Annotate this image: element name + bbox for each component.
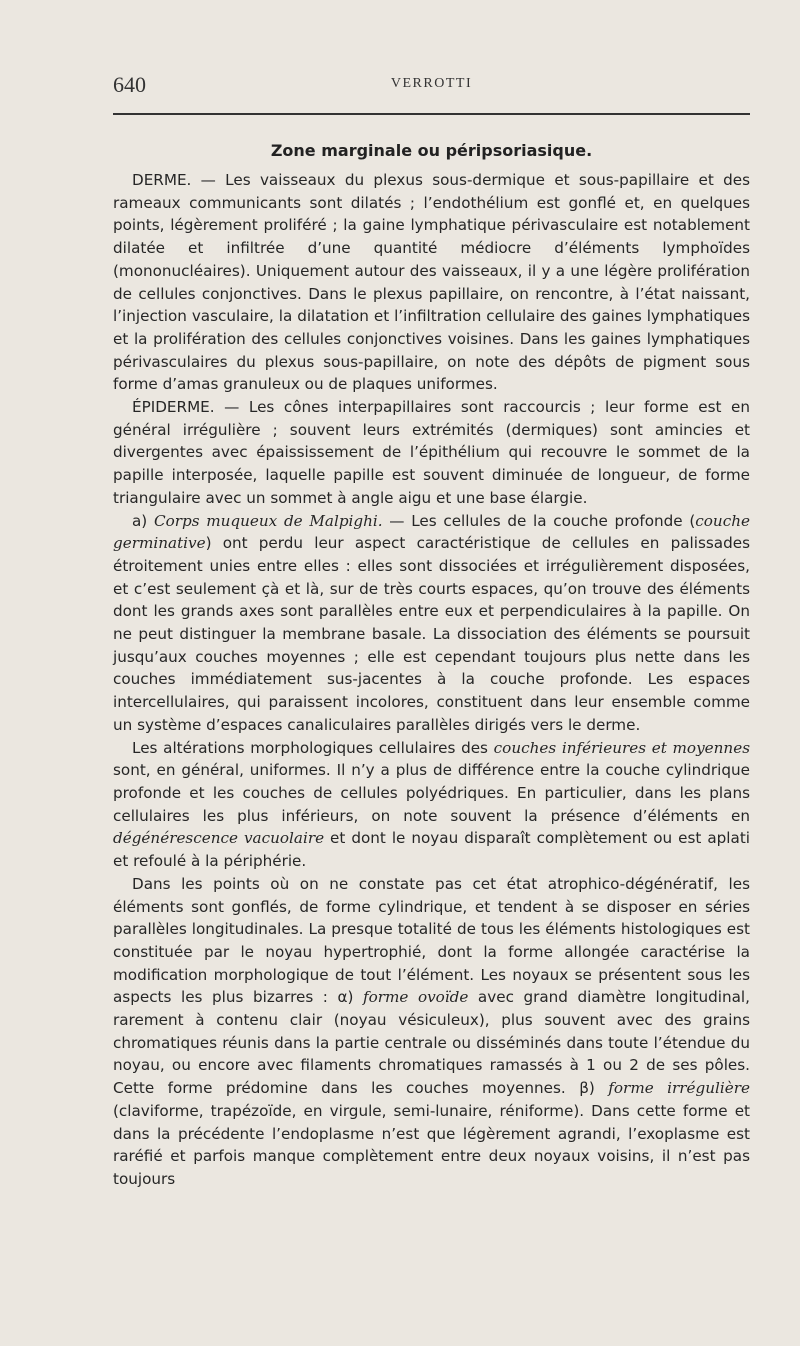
italic-term: couche germinative (113, 511, 750, 553)
paragraph-text: — Les vaisseaux du plexus sous-dermique et sous-papillaire et des rameaux communicants sont dilatés ; l’endothélium est gonflé et, en quelques points, légèrement proliféré ; la gaine lymphatique périvasculaire est notablement dilatée et infiltrée d’une quantité médiocre d’éléments lymphoïdes (mononucléaires). Uniquement autour des vaisseaux, il y a une légère prolifération de cellules conjonctives. Dans le plexus papillaire, on rencontre, à l’état naissant, l’injection vasculaire, la dilatation et l’infiltration cellulaire des gaines lymphatiques et la prolifération des cellules conjonctives voisines. Dans les gaines lymphatiques périvasculaires du plexus sous-papillaire, on note des dépôts de pigment sous forme d’amas granuleux ou de plaques uniformes. (113, 171, 750, 394)
italic-term: forme ovoïde (362, 988, 469, 1007)
body-text (113, 169, 750, 1191)
page-header (113, 72, 750, 102)
paragraph-text: avec grand diamètre longitudinal, rarement à contenu clair (noyau vésiculeux), plus souvent avec des grains chromatiques réunis dans la partie centrale ou disséminés dans toute l’étendue du noyau, ou encore avec filaments chromatiques ramassés à 1 ou 2 de ses pôles. Cette forme prédomine dans les couches moyennes. β) (113, 988, 750, 1098)
paragraph-lead: ÉPIDERME. (132, 398, 215, 417)
paragraph-text: (claviforme, trapézoïde, en virgule, semi-lunaire, réniforme). Dans cette forme et dans la précédente l’endoplasme n’est que légèrement agrandi, l’exoplasme est raréfié et parfois manque complètement entre deux noyaux voisins, il n’est pas toujours (113, 1101, 750, 1188)
paragraph-subtitle: Corps muqueux de Malpighi. (153, 511, 383, 530)
section-heading: Zone marginale ou péripsoriasique. (270, 141, 593, 160)
italic-term: forme irrégulière (608, 1079, 750, 1098)
page-number: 640 (113, 72, 146, 97)
paragraph-alterations (113, 737, 750, 873)
paragraph-epiderme (113, 396, 750, 510)
paragraph-derme (113, 169, 750, 396)
italic-term: dégénérescence vacuolaire (113, 829, 325, 848)
paragraph-text: ) ont perdu leur aspect caractéristique de cellules en palissades étroitement unies entre elles : elles sont dissociées et irrégulièrement disposées, et c’est seulement çà et là, sur de très courts espaces, qu’on trouve des éléments dont les grands axes sont parallèles entre eux et perpendiculaires à la papille. On ne peut distinguer la membrane basale. La dissociation des éléments se poursuit jusqu’aux couches moyennes ; elle est cependant toujours plus nette dans les couches immédiatement sus-jacentes à la couche profonde. Les espaces intercellulaires, qui paraissent incolores, constituent dans leur ensemble comme un système d’espaces canaliculaires parallèles dirigés vers le derme. (113, 534, 750, 734)
paragraph-text: Dans les points où on ne constate pas cet état atrophico-dégénératif, les éléments sont gonflés, de forme cylindrique, et tendent à se disposer en séries parallèles longitudinales. La presque totalité de tous les éléments histologiques est constituée par le noyau hypertrophié, dont la forme allongée caractérise la modification morphologique de tout l’élément. Les noyaux se présentent sous les aspects les plus bizarres : α) (113, 874, 750, 1007)
paragraph-text: et dont le noyau disparaît complètement ou est aplati et refoulé à la périphérie. (113, 829, 750, 871)
paragraph-text: sont, en général, uniformes. Il n’y a plus de différence entre la couche cylindrique profonde et les couches de cellules polyédriques. En particulier, dans les plans cellulaires les plus inférieurs, on note souvent la présence d’éléments en (113, 761, 750, 825)
running-head: VERROTTI (390, 76, 473, 91)
paragraph-text: Les altérations morphologiques cellulaires des (132, 738, 494, 757)
paragraph-text: — Les cellules de la couche profonde ( (382, 511, 696, 530)
paragraph-points (113, 873, 750, 1191)
paragraph-malpighi (113, 510, 750, 737)
italic-term: couches inférieures et moyennes (493, 738, 750, 757)
paragraph-lead: DERME. (132, 171, 192, 189)
paragraph-text: — Les cônes interpapillaires sont raccourcis ; leur forme est en général irrégulière ; souvent leurs extrémités (dermiques) sont amincies et divergentes avec épaississement de l’épithélium qui recouvre le sommet de la papille interposée, laquelle papille est souvent diminuée de longueur, de forme triangulaire avec un sommet à angle aigu et une base élargie. (113, 398, 750, 507)
header-rule (113, 113, 750, 115)
paragraph-prefix: a) (132, 511, 154, 530)
